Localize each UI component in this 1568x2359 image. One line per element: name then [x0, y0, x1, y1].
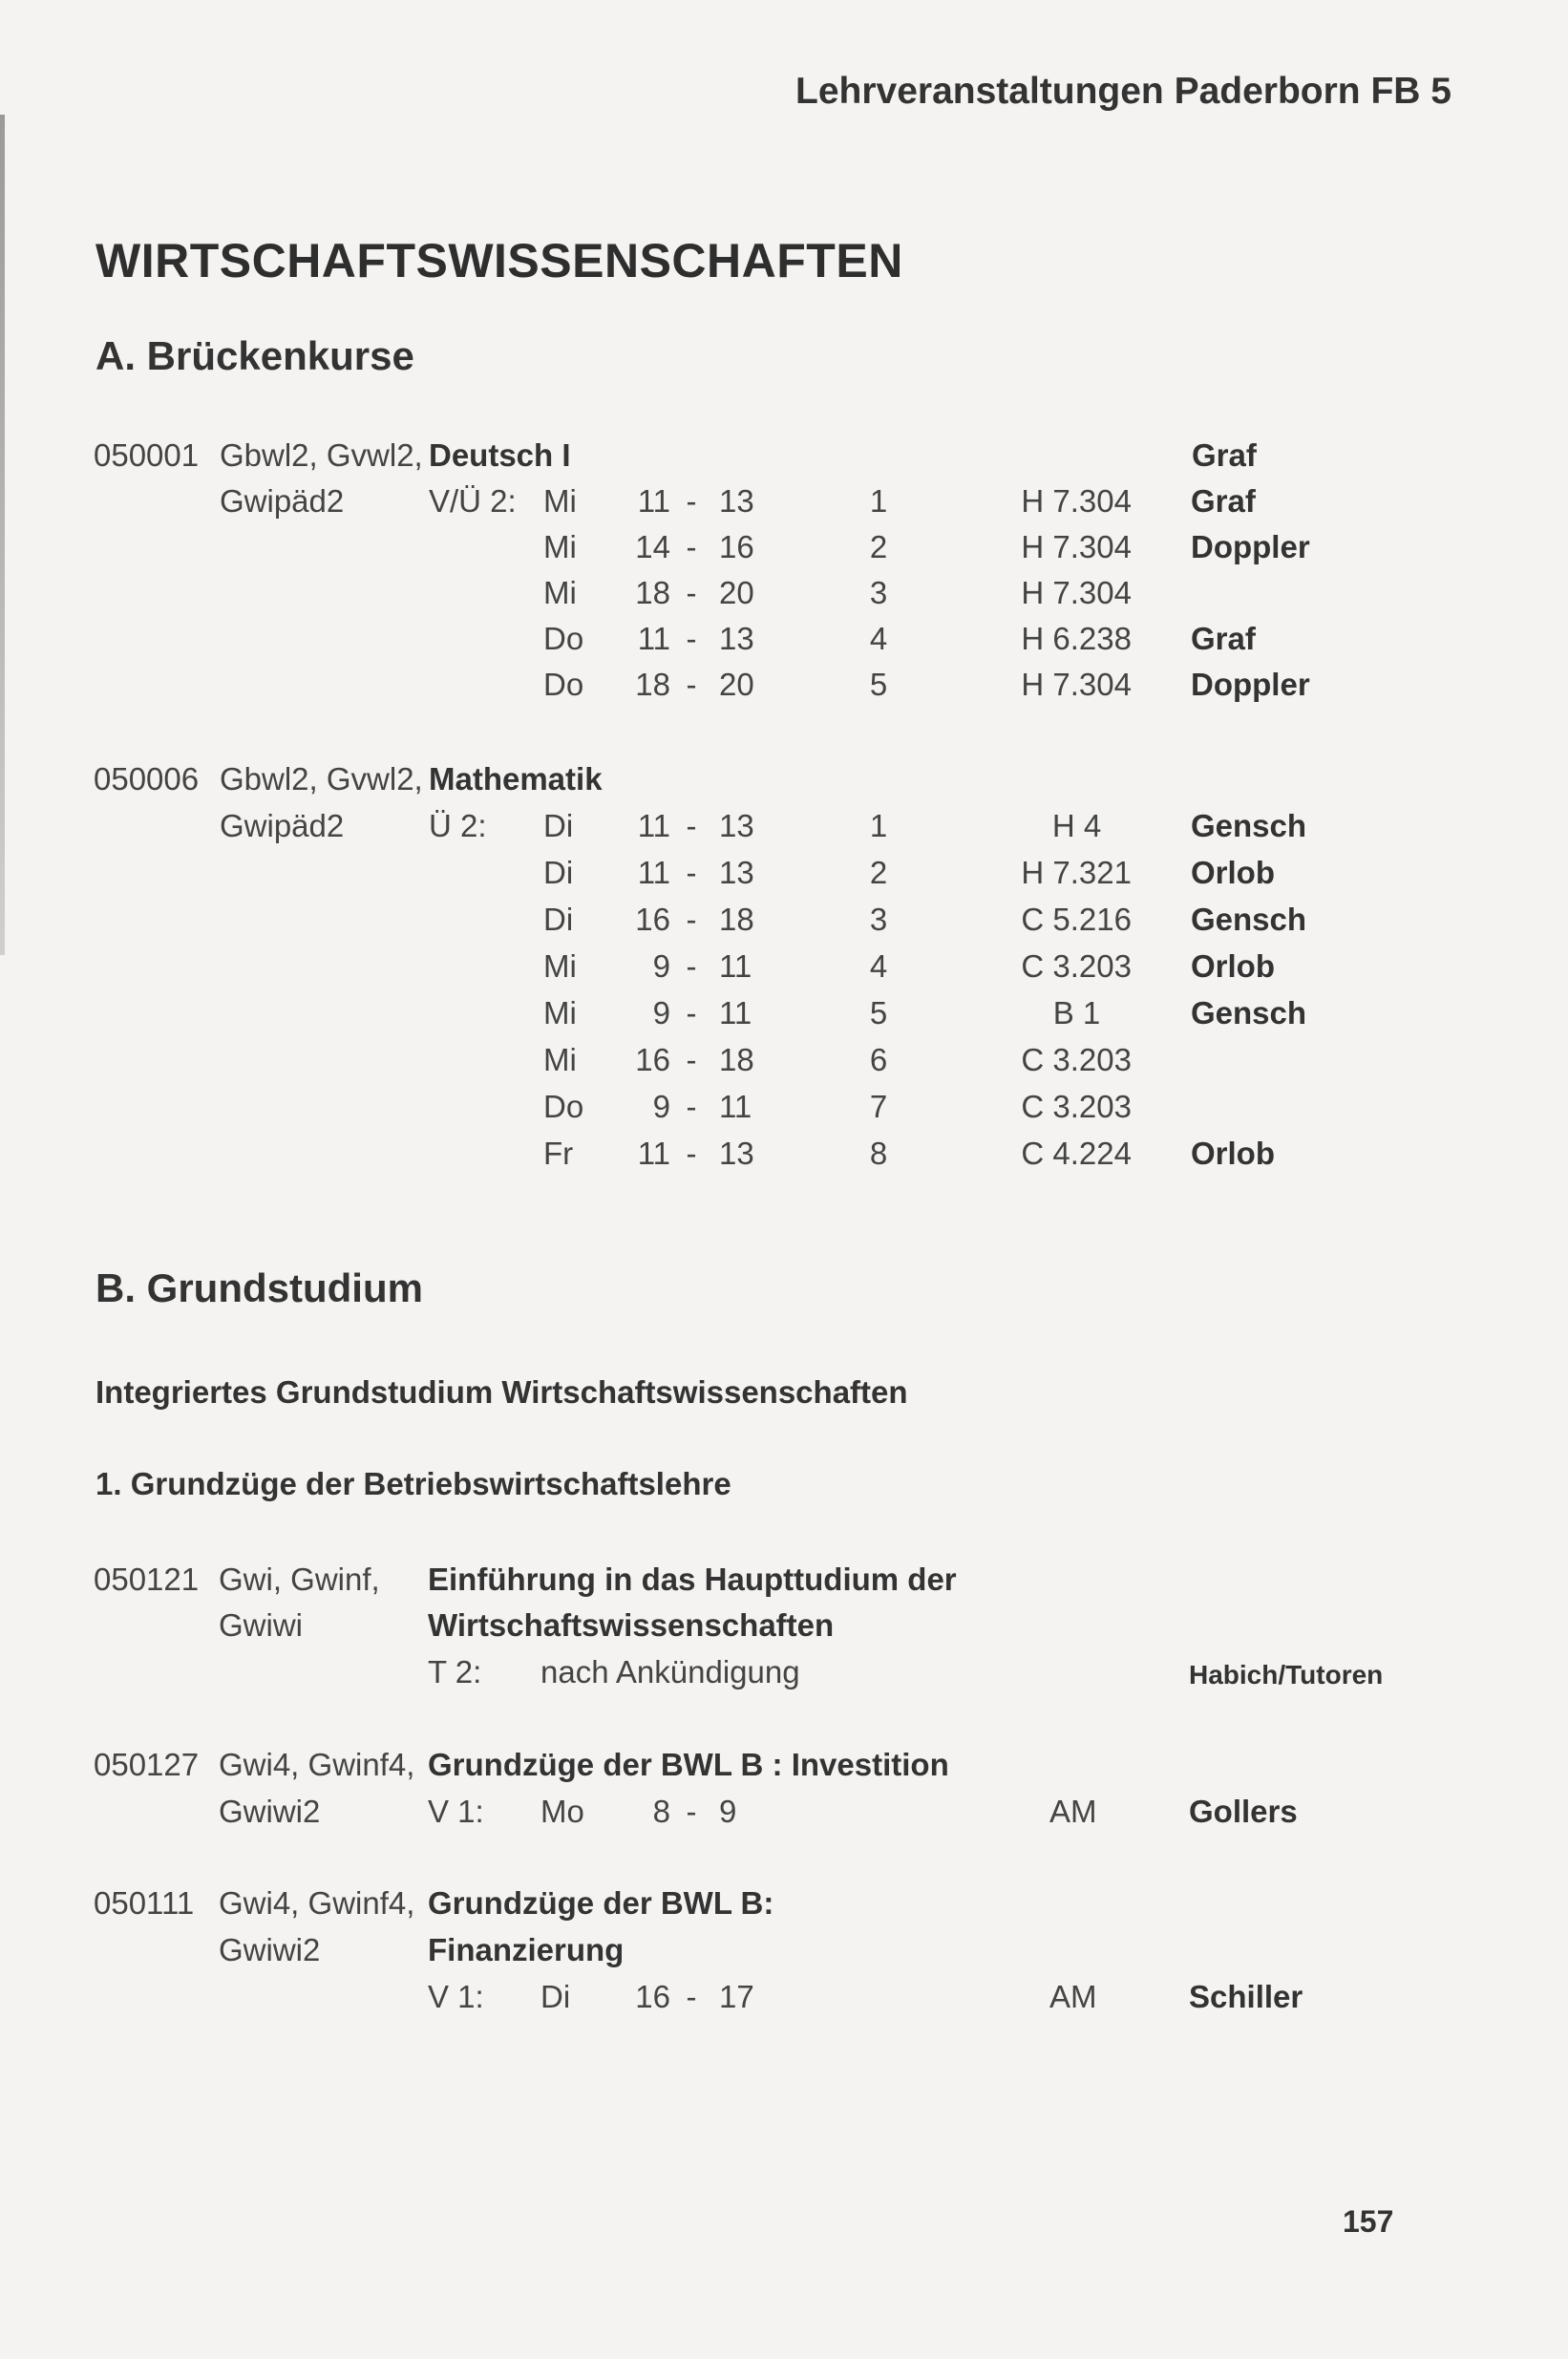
session-from: 14	[635, 529, 670, 564]
session-lecturer: Gensch	[1191, 808, 1307, 843]
session-to: 11	[719, 1089, 752, 1124]
session-to: 13	[719, 1136, 754, 1171]
session-sep: -	[686, 902, 697, 937]
session-from: 9	[652, 1089, 670, 1124]
session-sep: -	[686, 575, 697, 610]
course-groups-line1: Gwi4, Gwinf4,	[219, 1885, 415, 1921]
course-groups-line1: Gwi4, Gwinf4,	[219, 1747, 415, 1782]
session-sep: -	[686, 529, 697, 564]
session-to: 13	[719, 808, 754, 843]
session-sep: -	[686, 948, 697, 984]
session-to: 13	[719, 855, 754, 890]
session-sep: -	[686, 808, 697, 843]
session-sep: -	[686, 1136, 697, 1171]
session-to: 11	[719, 995, 752, 1031]
course-schedule: nach Ankündigung	[540, 1654, 800, 1690]
session-from: 11	[637, 855, 670, 890]
session-lecturer: Doppler	[1191, 529, 1310, 564]
session-to: 13	[719, 621, 754, 656]
session-room: AM	[1049, 1794, 1097, 1829]
session-room: C 5.216	[1021, 902, 1132, 937]
course-title-line2: Finanzierung	[428, 1932, 625, 1967]
session-group: 5	[869, 995, 888, 1031]
course-title-line1: Einführung in das Haupttudium der	[428, 1562, 957, 1597]
session-sep: -	[686, 1089, 697, 1124]
session-lecturer: Gensch	[1191, 995, 1307, 1031]
session-to: 16	[719, 529, 754, 564]
session-from: 18	[635, 575, 670, 610]
session-day: Mi	[543, 948, 577, 984]
session-group: 1	[869, 808, 888, 843]
course-title: Mathematik	[429, 761, 603, 797]
session-day: Do	[543, 667, 584, 702]
course-title-line1: Grundzüge der BWL B : Investition	[428, 1747, 949, 1782]
course-id: 050001	[94, 437, 200, 473]
session-lecturer: Orlob	[1191, 948, 1275, 984]
session-sep: -	[686, 1042, 697, 1077]
session-day: Mi	[543, 1042, 577, 1077]
session-group: 7	[869, 1089, 888, 1124]
session-group: 6	[869, 1042, 888, 1077]
session-day: Do	[543, 621, 584, 656]
session-group: 3	[869, 575, 888, 610]
session-from: 9	[652, 948, 670, 984]
session-day: Fr	[543, 1136, 574, 1171]
section-a-heading: A. Brückenkurse	[95, 333, 414, 378]
section-b-subheading: Integriertes Grundstudium Wirtschaftswissenschaften	[95, 1374, 908, 1410]
session-room: C 3.203	[1021, 948, 1132, 984]
session-group: 2	[869, 529, 888, 564]
session-day: Di	[543, 808, 574, 843]
session-day: Mi	[543, 483, 577, 519]
session-from: 11	[637, 483, 670, 519]
course-id: 050111	[94, 1885, 195, 1921]
session-room: C 3.203	[1021, 1089, 1132, 1124]
running-header: Lehrveranstaltungen Paderborn FB 5	[795, 71, 1451, 112]
session-lecturer: Orlob	[1191, 855, 1275, 890]
session-day: Di	[540, 1979, 571, 2014]
session-day: Mi	[543, 575, 577, 610]
session-sep: -	[686, 1979, 697, 2014]
session-room: H 4	[1051, 808, 1102, 843]
session-day: Mi	[543, 995, 577, 1031]
session-from: 18	[635, 667, 670, 702]
course-groups-line1: Gwi, Gwinf,	[219, 1562, 380, 1597]
session-from: 8	[652, 1794, 670, 1829]
session-to: 9	[719, 1794, 737, 1829]
course-id: 050121	[94, 1562, 200, 1597]
session-day: Mo	[540, 1794, 584, 1829]
session-from: 11	[637, 1136, 670, 1171]
session-room: C 3.203	[1021, 1042, 1132, 1077]
page-title: WIRTSCHAFTSWISSENSCHAFTEN	[95, 234, 903, 287]
session-sep: -	[686, 995, 697, 1031]
session-group: 2	[869, 855, 888, 890]
session-to: 17	[719, 1979, 754, 2014]
session-lecturer: Doppler	[1191, 667, 1310, 702]
course-type: Ü 2:	[429, 808, 487, 843]
session-lecturer: Gensch	[1191, 902, 1307, 937]
session-from: 16	[635, 1979, 670, 2014]
session-sep: -	[686, 483, 697, 519]
session-lecturer: Graf	[1191, 483, 1256, 519]
session-day: Do	[543, 1089, 584, 1124]
session-from: 16	[635, 1042, 670, 1077]
session-from: 9	[652, 995, 670, 1031]
session-room: H 7.304	[1021, 483, 1132, 519]
session-group: 8	[869, 1136, 888, 1171]
course-lecturer: Schiller	[1189, 1979, 1303, 2014]
course-groups-line2: Gwiwi2	[219, 1932, 321, 1967]
session-to: 20	[719, 667, 754, 702]
course-groups-line1: Gbwl2, Gvwl2,	[220, 437, 423, 473]
session-from: 11	[637, 808, 670, 843]
course-groups-line2: Gwiwi2	[219, 1794, 321, 1829]
session-to: 18	[719, 902, 754, 937]
course-lecturer: Habich/Tutoren	[1189, 1660, 1384, 1690]
session-sep: -	[686, 855, 697, 890]
session-lecturer: Graf	[1191, 621, 1256, 656]
session-to: 11	[719, 948, 752, 984]
session-room: B 1	[1052, 995, 1101, 1031]
section-b-heading: B. Grundstudium	[95, 1265, 423, 1310]
session-day: Di	[543, 902, 574, 937]
course-title-line1: Grundzüge der BWL B:	[428, 1885, 774, 1921]
page-number: 157	[1343, 2204, 1394, 2239]
session-day: Di	[543, 855, 574, 890]
course-id: 050006	[94, 761, 200, 797]
session-to: 13	[719, 483, 754, 519]
session-room: H 7.321	[1021, 855, 1132, 890]
course-groups-line2: Gwipäd2	[220, 483, 345, 519]
session-room: H 7.304	[1021, 529, 1132, 564]
session-day: Mi	[543, 529, 577, 564]
course-type: V/Ü 2:	[429, 483, 517, 519]
course-type: V 1:	[428, 1979, 484, 2014]
session-to: 20	[719, 575, 754, 610]
course-id: 050127	[94, 1747, 200, 1782]
course-groups-line2: Gwipäd2	[220, 808, 345, 843]
session-from: 16	[635, 902, 670, 937]
course-lecturer: Gollers	[1189, 1794, 1298, 1829]
course-title-line2: Wirtschaftswissenschaften	[428, 1607, 835, 1643]
session-to: 18	[719, 1042, 754, 1077]
course-type: V 1:	[428, 1794, 484, 1829]
session-room: H 7.304	[1021, 575, 1132, 610]
session-group: 3	[869, 902, 888, 937]
course-title: Deutsch I	[429, 437, 571, 473]
session-room: C 4.224	[1021, 1136, 1132, 1171]
session-room: H 6.238	[1021, 621, 1132, 656]
session-group: 4	[869, 948, 888, 984]
course-groups-line1: Gbwl2, Gvwl2,	[220, 761, 423, 797]
session-sep: -	[686, 667, 697, 702]
session-group: 4	[869, 621, 888, 656]
session-room: AM	[1049, 1979, 1097, 2014]
session-lecturer: Orlob	[1191, 1136, 1275, 1171]
session-from: 11	[637, 621, 670, 656]
session-sep: -	[686, 621, 697, 656]
session-group: 5	[869, 667, 888, 702]
section-b-subsection: 1. Grundzüge der Betriebswirtschaftslehre	[95, 1466, 731, 1501]
session-sep: -	[686, 1794, 697, 1829]
page-edge-shadow	[0, 115, 5, 955]
session-room: H 7.304	[1021, 667, 1132, 702]
course-groups-line2: Gwiwi	[219, 1607, 303, 1643]
course-type: T 2:	[428, 1654, 482, 1690]
session-group: 1	[869, 483, 888, 519]
course-lecturer: Graf	[1192, 437, 1257, 473]
